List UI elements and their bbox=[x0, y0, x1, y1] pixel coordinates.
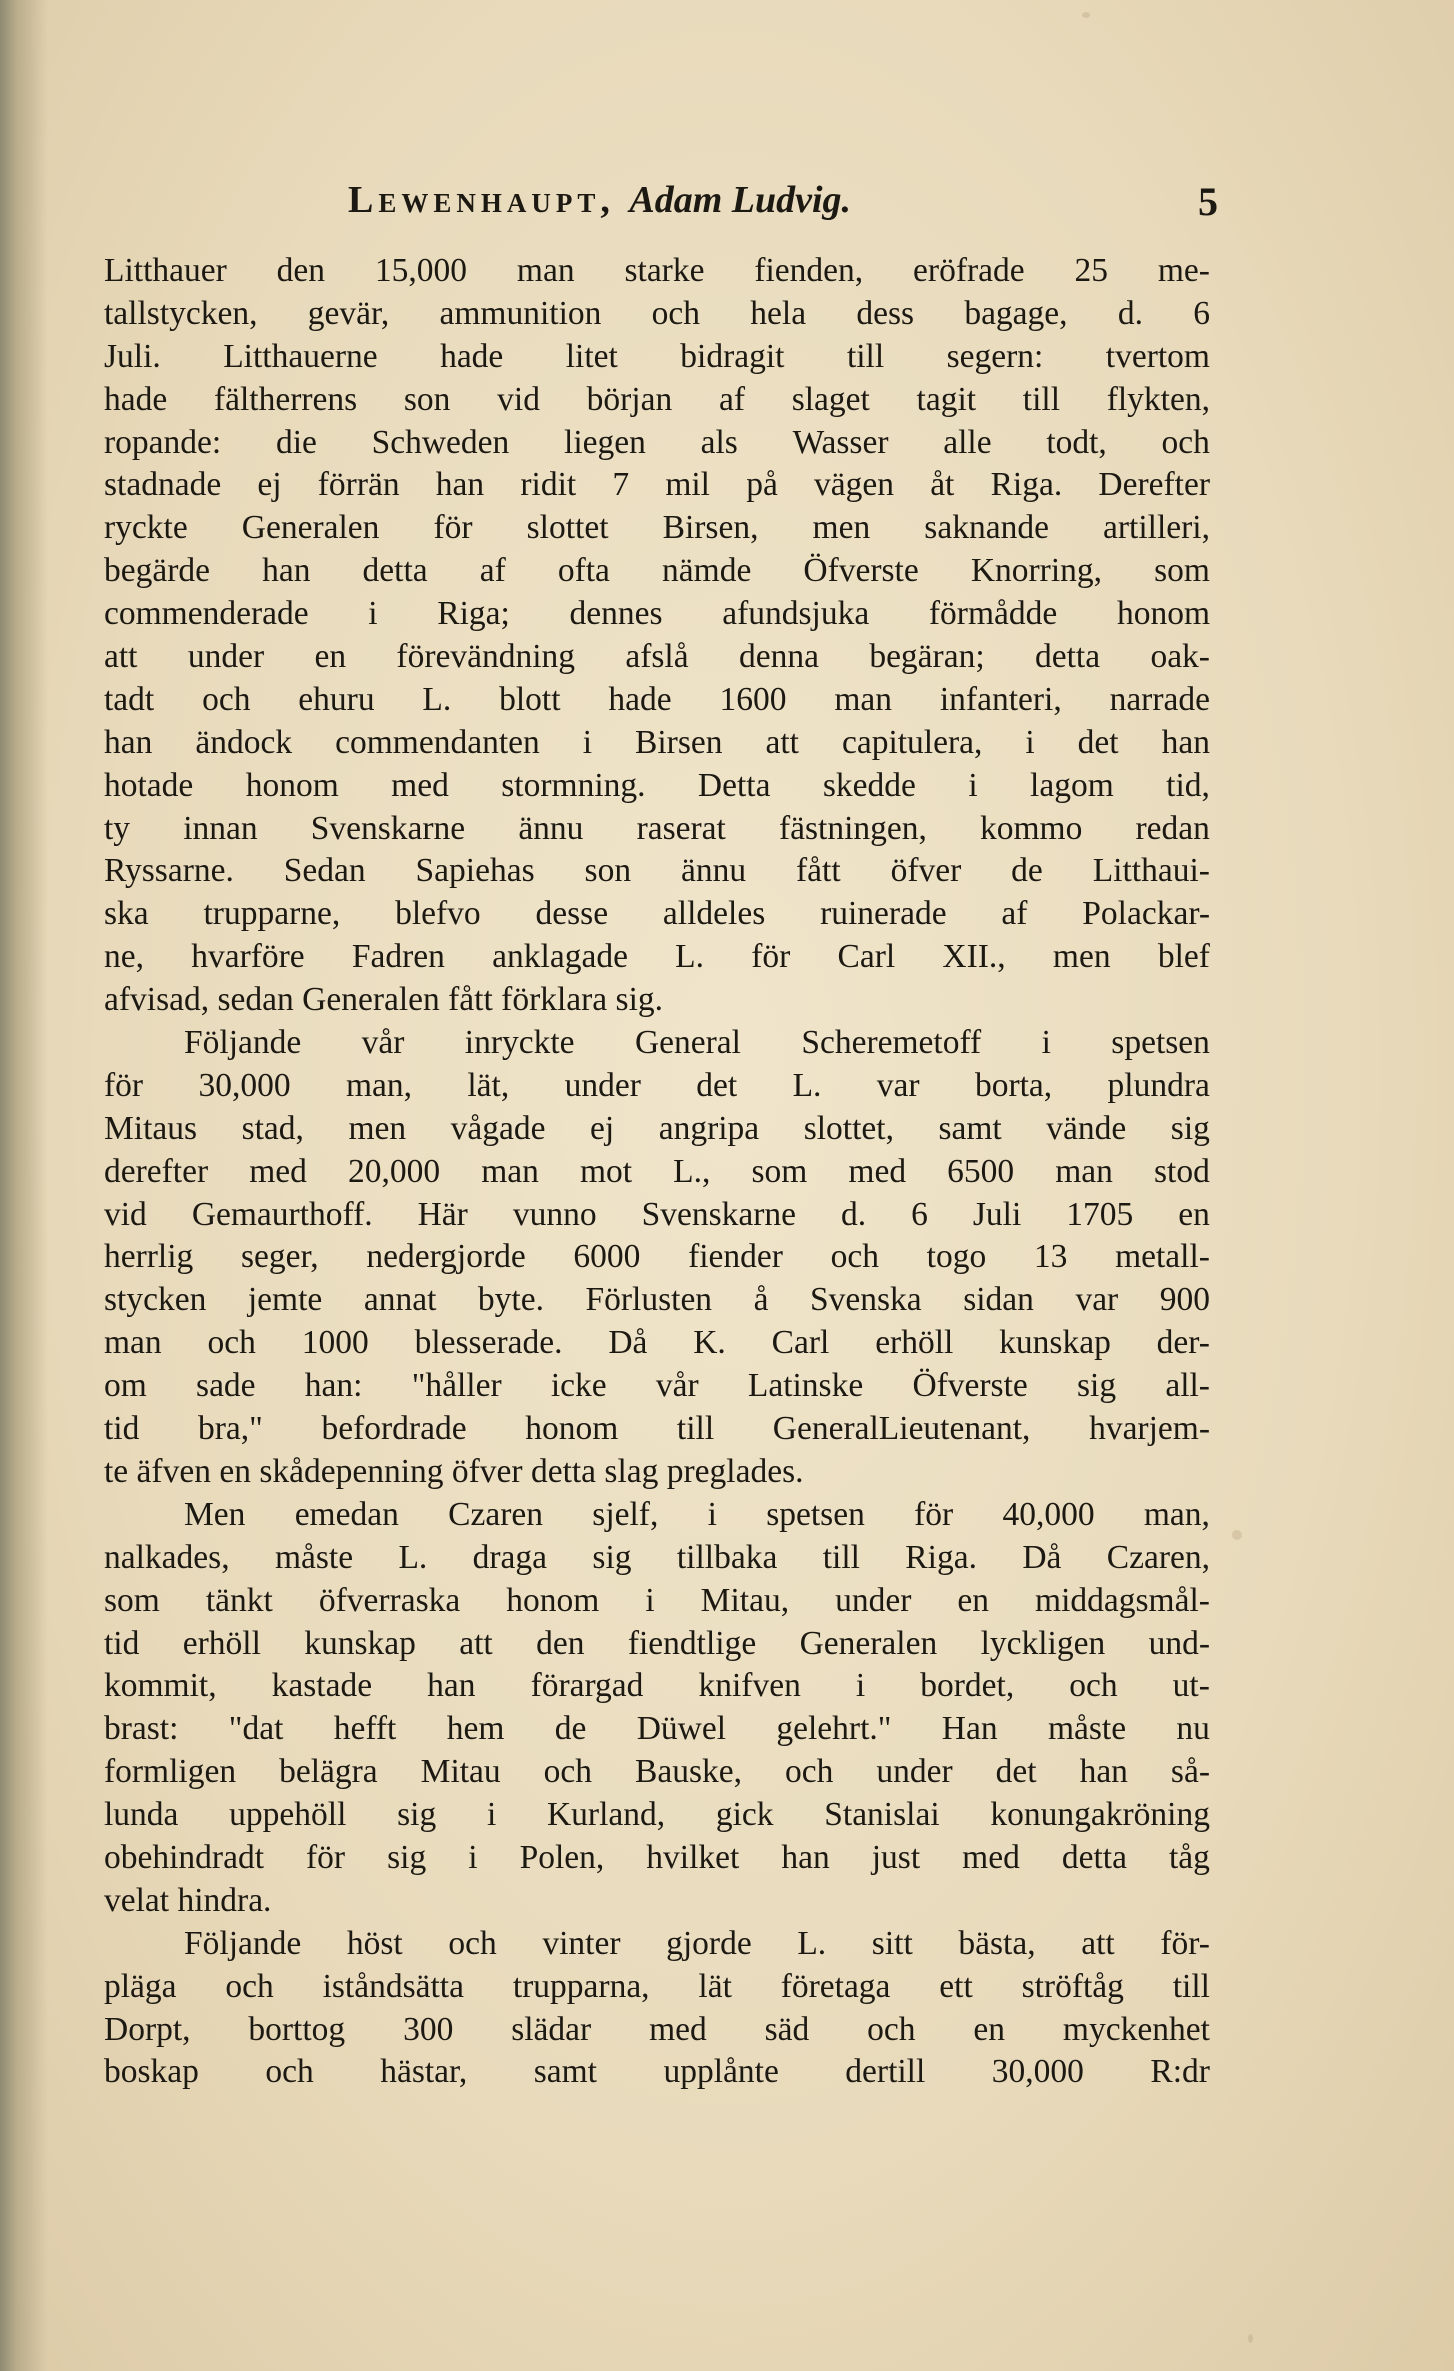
text-line: Följande höst och vinter gjorde L. sitt bästa, att för- bbox=[184, 1924, 1210, 1962]
text-line: tallstycken, gevär, ammunition och hela dess bagage, d. 6 bbox=[104, 294, 1210, 332]
running-head-surname: Lewenhaupt, bbox=[348, 179, 615, 221]
text-line: att under en förevändning afslå denna begäran; detta oak- bbox=[104, 638, 1210, 676]
text-line: nalkades, måste L. draga sig tillbaka till Riga. Då Czaren, bbox=[104, 1538, 1210, 1576]
text-line: Mitaus stad, men vågade ej angripa slottet, samt vände sig bbox=[104, 1109, 1210, 1147]
paper-spot bbox=[1232, 1530, 1242, 1540]
running-head bbox=[348, 178, 851, 222]
text-line: velat hindra. bbox=[104, 1881, 272, 1919]
page-header bbox=[348, 178, 1218, 234]
text-line: lunda uppehöll sig i Kurland, gick Stanislai konungakröning bbox=[104, 1796, 1210, 1834]
text-line: Men emedan Czaren sjelf, i spetsen för 40,000 man, bbox=[184, 1495, 1210, 1533]
text-line: te äfven en skådepenning öfver detta slag preglades. bbox=[104, 1452, 804, 1490]
text-line: boskap och hästar, samt upplånte dertill 30,000 R:dr bbox=[104, 2053, 1210, 2091]
text-line: obehindradt för sig i Polen, hvilket han just med detta tåg bbox=[104, 1838, 1210, 1876]
text-line: stadnade ej förrän han ridit 7 mil på vägen åt Riga. Derefter bbox=[104, 466, 1210, 504]
text-line: formligen belägra Mitau och Bauske, och under det han så- bbox=[104, 1753, 1210, 1791]
text-line: tadt och ehuru L. blott hade 1600 man infanteri, narrade bbox=[104, 680, 1210, 718]
text-line: ropande: die Schweden liegen als Wasser alle todt, och bbox=[104, 423, 1210, 461]
text-line: man och 1000 blesserade. Då K. Carl erhöll kunskap der- bbox=[104, 1324, 1210, 1362]
text-line: pläga och iståndsätta trupparna, lät företaga ett ströftåg till bbox=[104, 1967, 1210, 2005]
text-line: herrlig seger, nedergjorde 6000 fiender och togo 13 metall- bbox=[104, 1238, 1210, 1276]
running-head-given-names: Adam Ludvig. bbox=[629, 179, 852, 221]
text-line: commenderade i Riga; dennes afundsjuka förmådde honom bbox=[104, 595, 1210, 633]
text-line: Dorpt, borttog 300 slädar med säd och en myckenhet bbox=[104, 2010, 1210, 2048]
text-line: ryckte Generalen för slottet Birsen, men saknande artilleri, bbox=[104, 509, 1210, 547]
text-line: tid erhöll kunskap att den fiendtlige Generalen lyckligen und- bbox=[104, 1624, 1210, 1662]
text-line: hotade honom med stormning. Detta skedde i lagom tid, bbox=[104, 766, 1210, 804]
text-line: ty innan Svenskarne ännu raserat fästningen, kommo redan bbox=[104, 809, 1210, 847]
text-line: brast: "dat hefft hem de Düwel gelehrt." Han måste nu bbox=[104, 1710, 1210, 1748]
page-number: 5 bbox=[1198, 179, 1218, 224]
text-line: för 30,000 man, lät, under det L. var borta, plundra bbox=[104, 1066, 1210, 1104]
text-line: Litthauer den 15,000 man starke fienden, eröfrade 25 me- bbox=[104, 252, 1210, 289]
binding-gutter-shadow bbox=[0, 0, 48, 2371]
text-line: derefter med 20,000 man mot L., som med 6500 man stod bbox=[104, 1152, 1210, 1190]
text-line: hade fältherrens son vid början af slaget tagit till flykten, bbox=[104, 380, 1210, 418]
paper-spot bbox=[1248, 2334, 1253, 2343]
text-line: Följande vår inryckte General Scheremetoff i spetsen bbox=[184, 1024, 1210, 1062]
text-line: Juli. Litthauerne hade litet bidragit till segern: tvertom bbox=[104, 337, 1210, 375]
text-line: han ändock commendanten i Birsen att capitulera, i det han bbox=[104, 723, 1210, 761]
text-line: tid bra," befordrade honom till GeneralLieutenant, hvarjem- bbox=[104, 1410, 1210, 1448]
text-line: ska trupparne, blefvo desse alldeles ruinerade af Polackar- bbox=[104, 895, 1210, 933]
text-line: vid Gemaurthoff. Här vunno Svenskarne d. 6 Juli 1705 en bbox=[104, 1195, 1210, 1233]
text-line: om sade han: "håller icke vår Latinske Öfverste sig all- bbox=[104, 1367, 1210, 1405]
text-line: begärde han detta af ofta nämde Öfverste Knorring, som bbox=[104, 552, 1210, 590]
text-line: stycken jemte annat byte. Förlusten å Svenska sidan var 900 bbox=[104, 1281, 1210, 1319]
text-line: kommit, kastade han förargad knifven i bordet, och ut- bbox=[104, 1667, 1210, 1705]
paper-spot bbox=[1082, 12, 1090, 18]
body-text bbox=[104, 250, 1210, 2094]
text-line: ne, hvarföre Fadren anklagade L. för Carl XII., men blef bbox=[104, 938, 1210, 976]
text-line: afvisad, sedan Generalen fått förklara sig. bbox=[104, 981, 664, 1019]
text-line: Ryssarne. Sedan Sapiehas son ännu fått öfver de Litthaui- bbox=[104, 852, 1210, 890]
text-line: som tänkt öfverraska honom i Mitau, under en middagsmål- bbox=[104, 1581, 1210, 1619]
